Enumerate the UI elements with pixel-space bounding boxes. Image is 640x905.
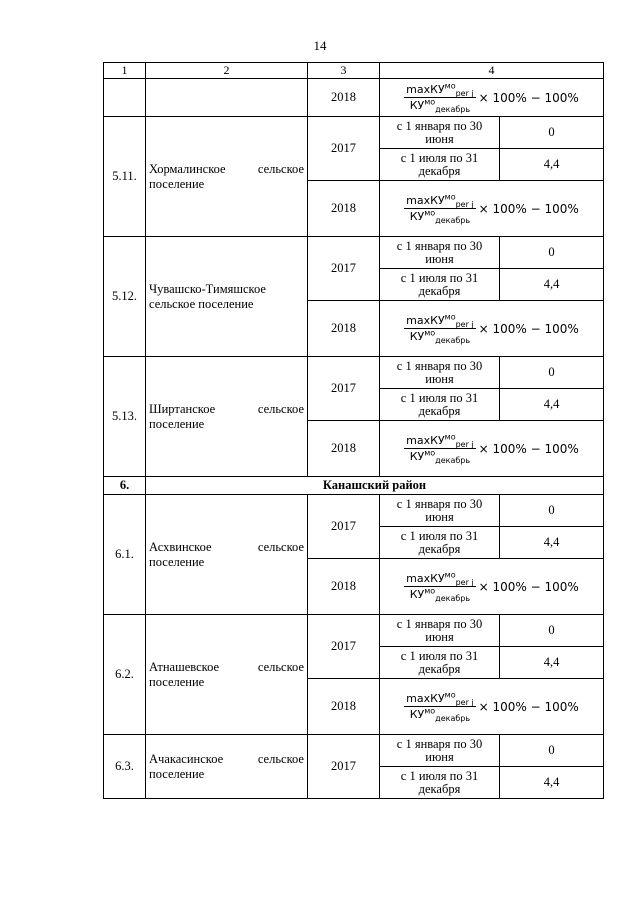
period-cell: с 1 января по 30 июня [380,495,500,527]
period-cell: с 1 января по 30 июня [380,237,500,269]
year-cell: 2017 [308,117,380,181]
formula-tail: × 100% − 100% [478,699,579,714]
section-number: 6. [104,477,146,495]
settlement-name: Асхвинское сельское поселение [146,495,308,615]
year-cell: 2017 [308,495,380,559]
section-title: Канашский район [146,477,604,495]
page-number: 14 [313,38,327,53]
year-cell: 2017 [308,615,380,679]
row-number: 5.12. [104,237,146,357]
year-cell: 2018 [308,181,380,237]
year-cell: 2018 [308,421,380,477]
growth-formula: $\frac{\max КУ^{мо}_{per j}}{КУ^{мо}_{декабрь}}$ [406,570,474,604]
header-col-2: 2 [146,63,308,79]
value-cell: 0 [500,495,604,527]
formula-tail: × 100% − 100% [478,201,579,216]
table-row [104,357,604,389]
header-col-1: 1 [104,63,146,79]
settlement-name: Чувашско-Тимяшское сельское поселение [146,237,308,357]
table-row [104,495,604,527]
growth-formula: $\frac{\max КУ^{мо}_{per j}}{КУ^{мо}_{декабрь}}$ [406,81,474,115]
period-cell: с 1 января по 30 июня [380,357,500,389]
header-row [104,63,604,79]
formula-tail: × 100% − 100% [478,579,579,594]
value-cell: 4,4 [500,527,604,559]
value-cell: 0 [500,735,604,767]
settlement-name: Ачакасинское сельское поселение [146,735,308,799]
period-cell: с 1 июля по 31 декабря [380,527,500,559]
period-cell: с 1 января по 30 июня [380,735,500,767]
header-col-4: 4 [380,63,604,79]
year-cell: 2017 [308,735,380,799]
header-col-3: 3 [308,63,380,79]
value-cell: 0 [500,237,604,269]
tariff-table [103,62,604,799]
row-number: 5.13. [104,357,146,477]
period-cell: с 1 января по 30 июня [380,615,500,647]
table-row [104,117,604,149]
settlement-name: Атнашевское сельское поселение [146,615,308,735]
formula-tail: × 100% − 100% [478,90,579,105]
period-cell: с 1 января по 30 июня [380,117,500,149]
year-cell: 2018 [308,79,380,117]
period-cell: с 1 июля по 31 декабря [380,269,500,301]
period-cell: с 1 июля по 31 декабря [380,149,500,181]
value-cell: 4,4 [500,269,604,301]
formula-tail: × 100% − 100% [478,321,579,336]
year-cell: 2017 [308,357,380,421]
growth-formula: $\frac{\max КУ^{мо}_{per j}}{КУ^{мо}_{декабрь}}$ [406,192,474,226]
row-number: 6.1. [104,495,146,615]
settlement-name: Ширтанское сельское поселение [146,357,308,477]
settlement-name: Хормалинское сельское поселение [146,117,308,237]
row-number: 5.11. [104,117,146,237]
table-row [104,615,604,647]
value-cell: 0 [500,117,604,149]
row-number: 6.3. [104,735,146,799]
year-cell: 2017 [308,237,380,301]
table-row [104,735,604,767]
value-cell: 4,4 [500,647,604,679]
value-cell: 0 [500,357,604,389]
section-row [104,477,604,495]
table-row [104,79,604,117]
value-cell: 4,4 [500,767,604,799]
growth-formula: $\frac{\max КУ^{мо}_{per j}}{КУ^{мо}_{декабрь}}$ [406,312,474,346]
formula-tail: × 100% − 100% [478,441,579,456]
year-cell: 2018 [308,301,380,357]
period-cell: с 1 июля по 31 декабря [380,767,500,799]
period-cell: с 1 июля по 31 декабря [380,647,500,679]
value-cell: 0 [500,615,604,647]
value-cell: 4,4 [500,149,604,181]
year-cell: 2018 [308,559,380,615]
row-number: 6.2. [104,615,146,735]
period-cell: с 1 июля по 31 декабря [380,389,500,421]
year-cell: 2018 [308,679,380,735]
growth-formula: $\frac{\max КУ^{мо}_{per j}}{КУ^{мо}_{декабрь}}$ [406,690,474,724]
value-cell: 4,4 [500,389,604,421]
table-row [104,237,604,269]
growth-formula: $\frac{\max КУ^{мо}_{per j}}{КУ^{мо}_{декабрь}}$ [406,432,474,466]
